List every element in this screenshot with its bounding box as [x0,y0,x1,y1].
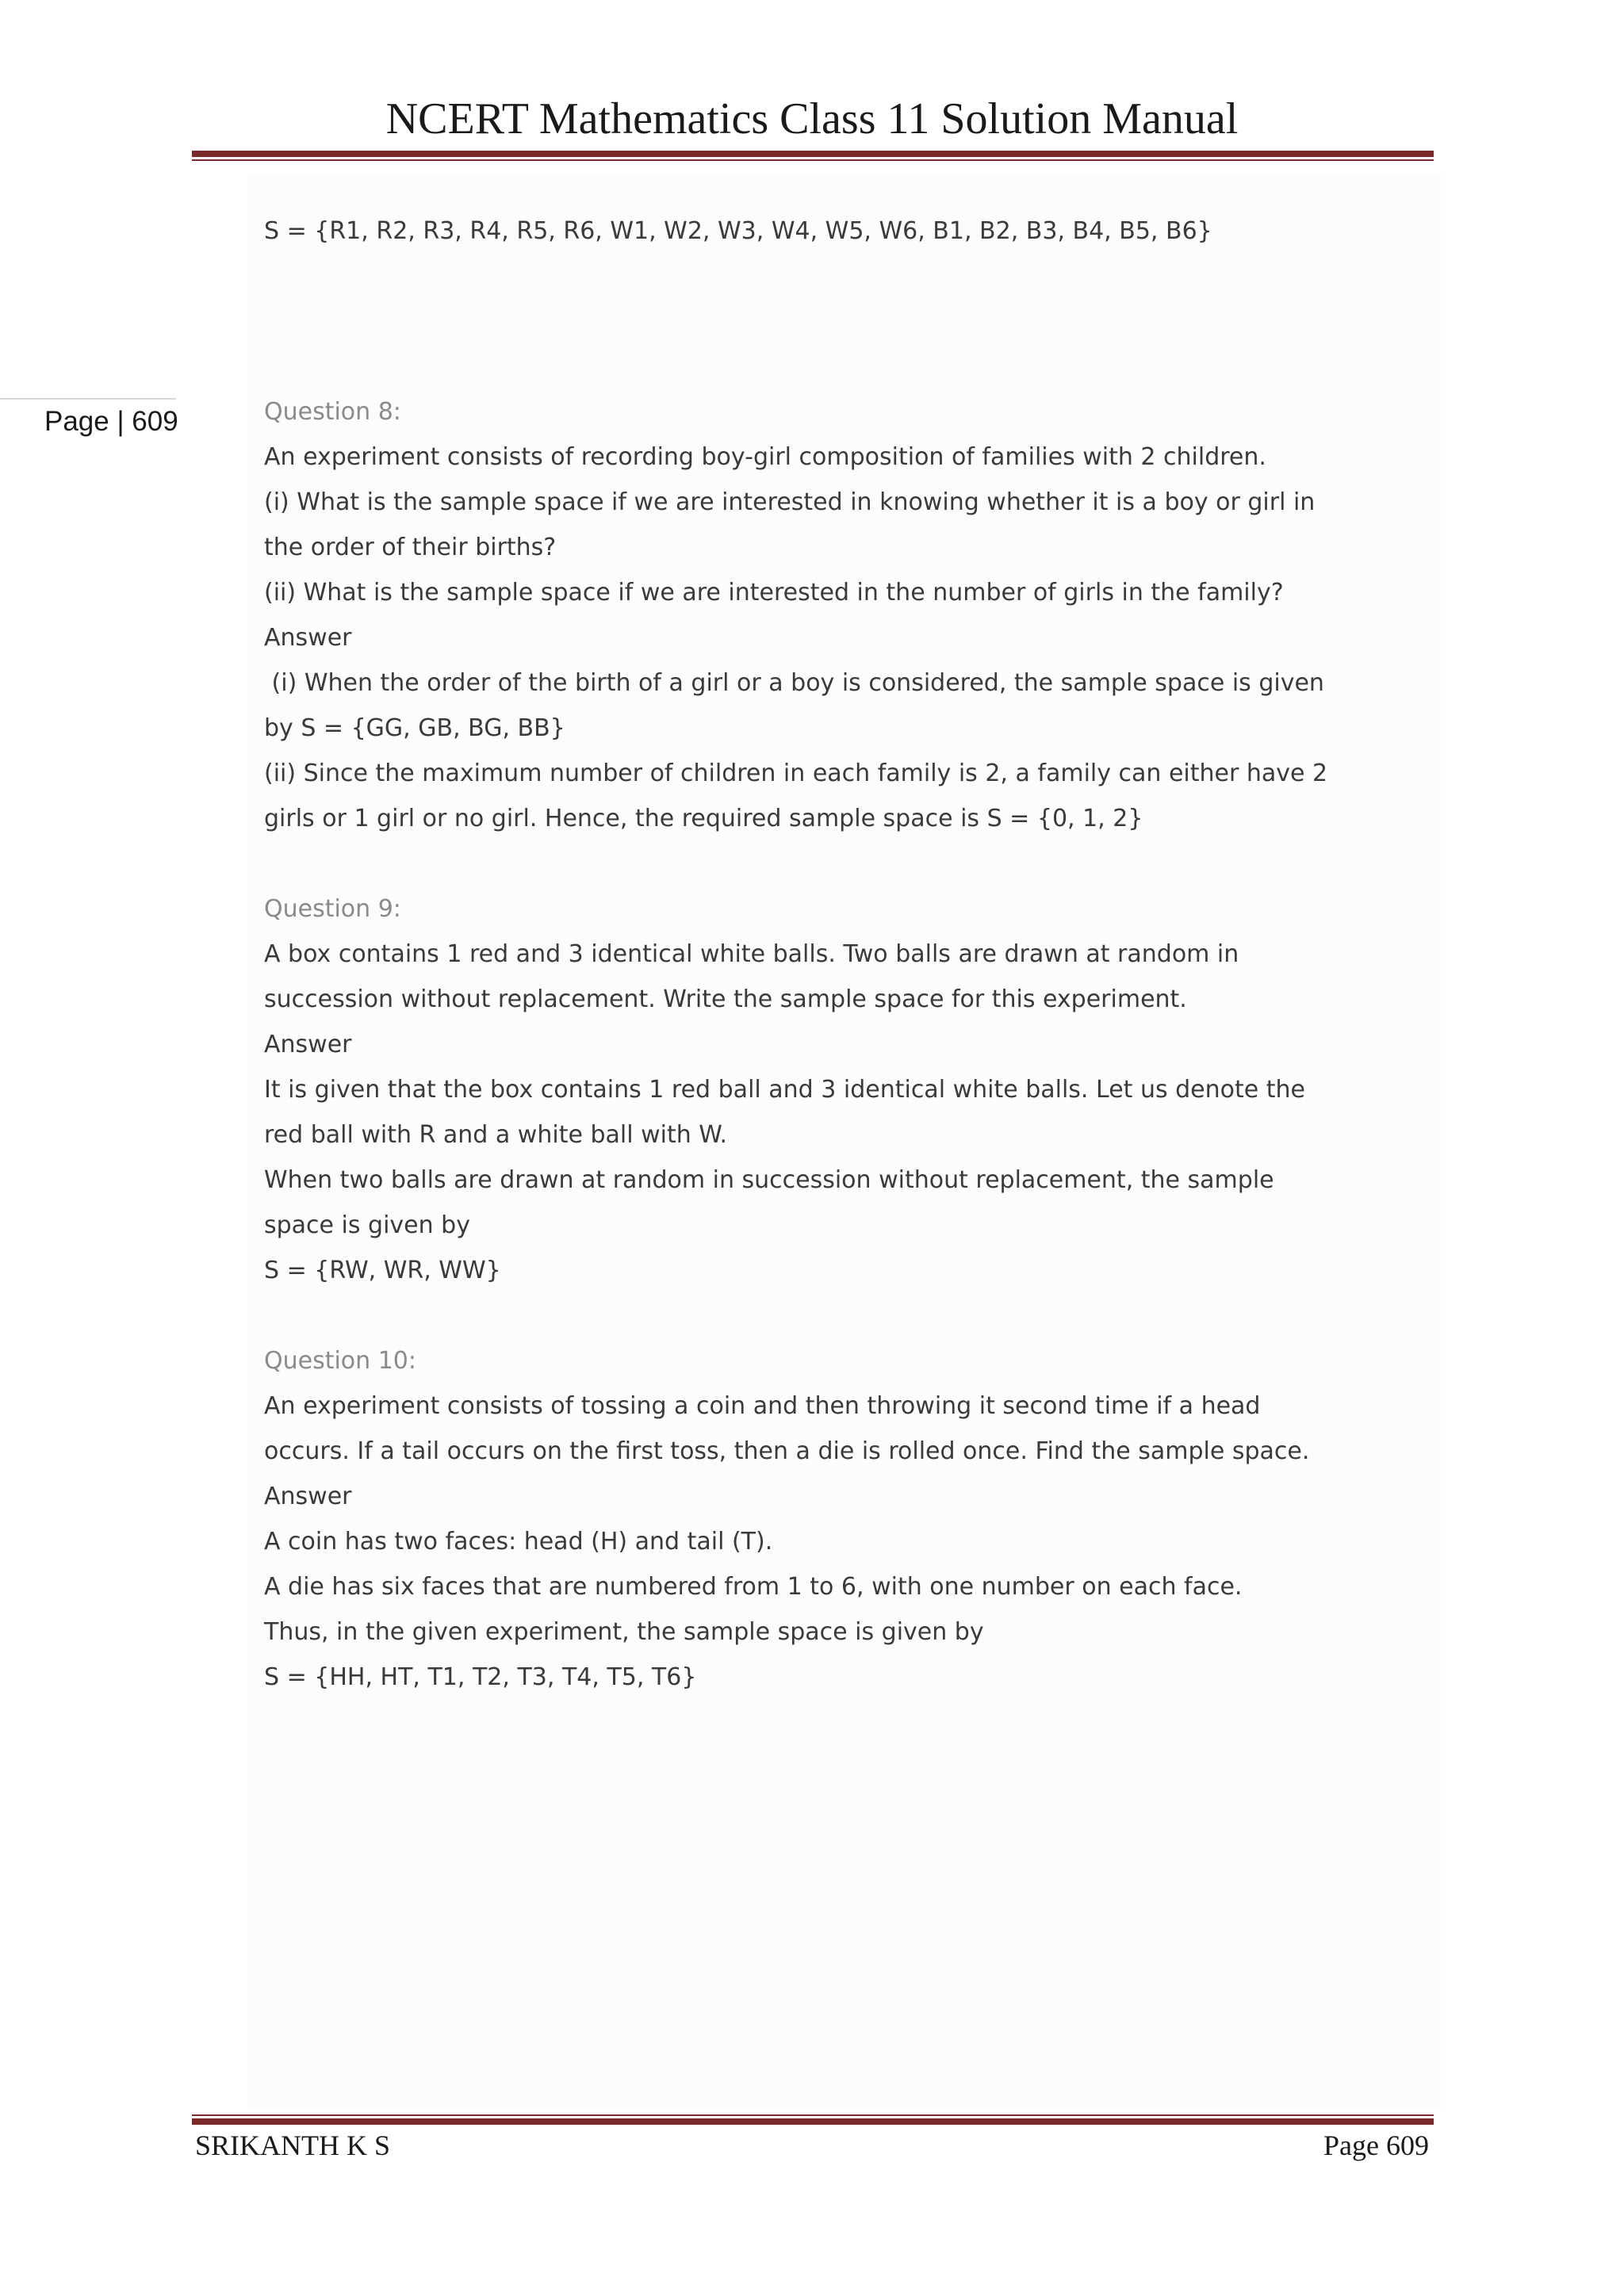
header-rule [192,151,1434,161]
spacer [264,841,1390,886]
q9-answer-line: It is given that the box contains 1 red ball and 3 identical white balls. Let us denote the [264,1076,1305,1104]
header-rule-thin [192,159,1434,161]
q9-text-line: A box contains 1 red and 3 identical white balls. Two balls are drawn at random in [264,940,1239,968]
q10-title: Question 10: [264,1347,416,1375]
header-rule-thick [192,151,1434,157]
q10-text-line: An experiment consists of tossing a coin and then throwing it second time if a head [264,1392,1261,1420]
q10-answer-line: Thus, in the given experiment, the sample space is given by [264,1618,984,1646]
q9-answer-line: When two balls are drawn at random in succession without replacement, the sample [264,1166,1274,1194]
header-title: NCERT Mathematics Class 11 Solution Manual [385,94,1239,144]
footer-rule-thick [192,2118,1434,2125]
footer-author: SRIKANTH K S [195,2130,391,2161]
q8-text-line: (i) What is the sample space if we are interested in knowing whether it is a boy or girl in [264,488,1316,516]
q9-answer-line: red ball with R and a white ball with W. [264,1121,728,1149]
q8-answer-line: by S = {GG, GB, BG, BB} [264,714,565,742]
q9-answer-label: Answer [264,1031,352,1058]
q8-text-line: the order of their births? [264,534,557,561]
footer-rule [192,2114,1434,2125]
q10-answer-line: S = {HH, HT, T1, T2, T3, T4, T5, T6} [264,1663,697,1691]
spacer [264,254,1390,389]
q8-title: Question 8: [264,398,401,426]
content-body [264,209,1390,1700]
q10-answer-label: Answer [264,1483,352,1510]
spacer [264,1293,1390,1338]
q9-text-line: succession without replacement. Write the sample space for this experiment. [264,985,1187,1013]
q8-answer-line: (ii) Since the maximum number of children in each family is 2, a family can either have 2 [264,760,1328,787]
footer-page-number: Page 609 [1323,2130,1429,2161]
q8-text-line: (ii) What is the sample space if we are interested in the number of girls in the family? [264,579,1284,607]
prev-answer-set: S = {R1, R2, R3, R4, R5, R6, W1, W2, W3, W4, W5, W6, B1, B2, B3, B4, B5, B6} [264,217,1212,245]
q9-answer-line: space is given by [264,1211,470,1239]
q10-text-line: occurs. If a tail occurs on the first toss, then a die is rolled once. Find the sample space. [264,1437,1310,1465]
q8-answer-line: (i) When the order of the birth of a girl or a boy is considered, the sample space is given [264,669,1324,697]
q8-text-line: An experiment consists of recording boy-girl composition of families with 2 children. [264,443,1266,471]
q10-answer-line: A die has six faces that are numbered from 1 to 6, with one number on each face. [264,1573,1243,1601]
q8-answer-label: Answer [264,624,352,652]
q9-title: Question 9: [264,895,401,923]
q8-answer-line: girls or 1 girl or no girl. Hence, the required sample space is S = {0, 1, 2} [264,805,1143,832]
q10-answer-line: A coin has two faces: head (H) and tail (T). [264,1528,773,1556]
margin-divider [0,398,176,400]
q9-answer-line: S = {RW, WR, WW} [264,1257,501,1284]
footer-rule-thin [192,2114,1434,2116]
margin-page-label: Page | 609 [44,406,178,437]
